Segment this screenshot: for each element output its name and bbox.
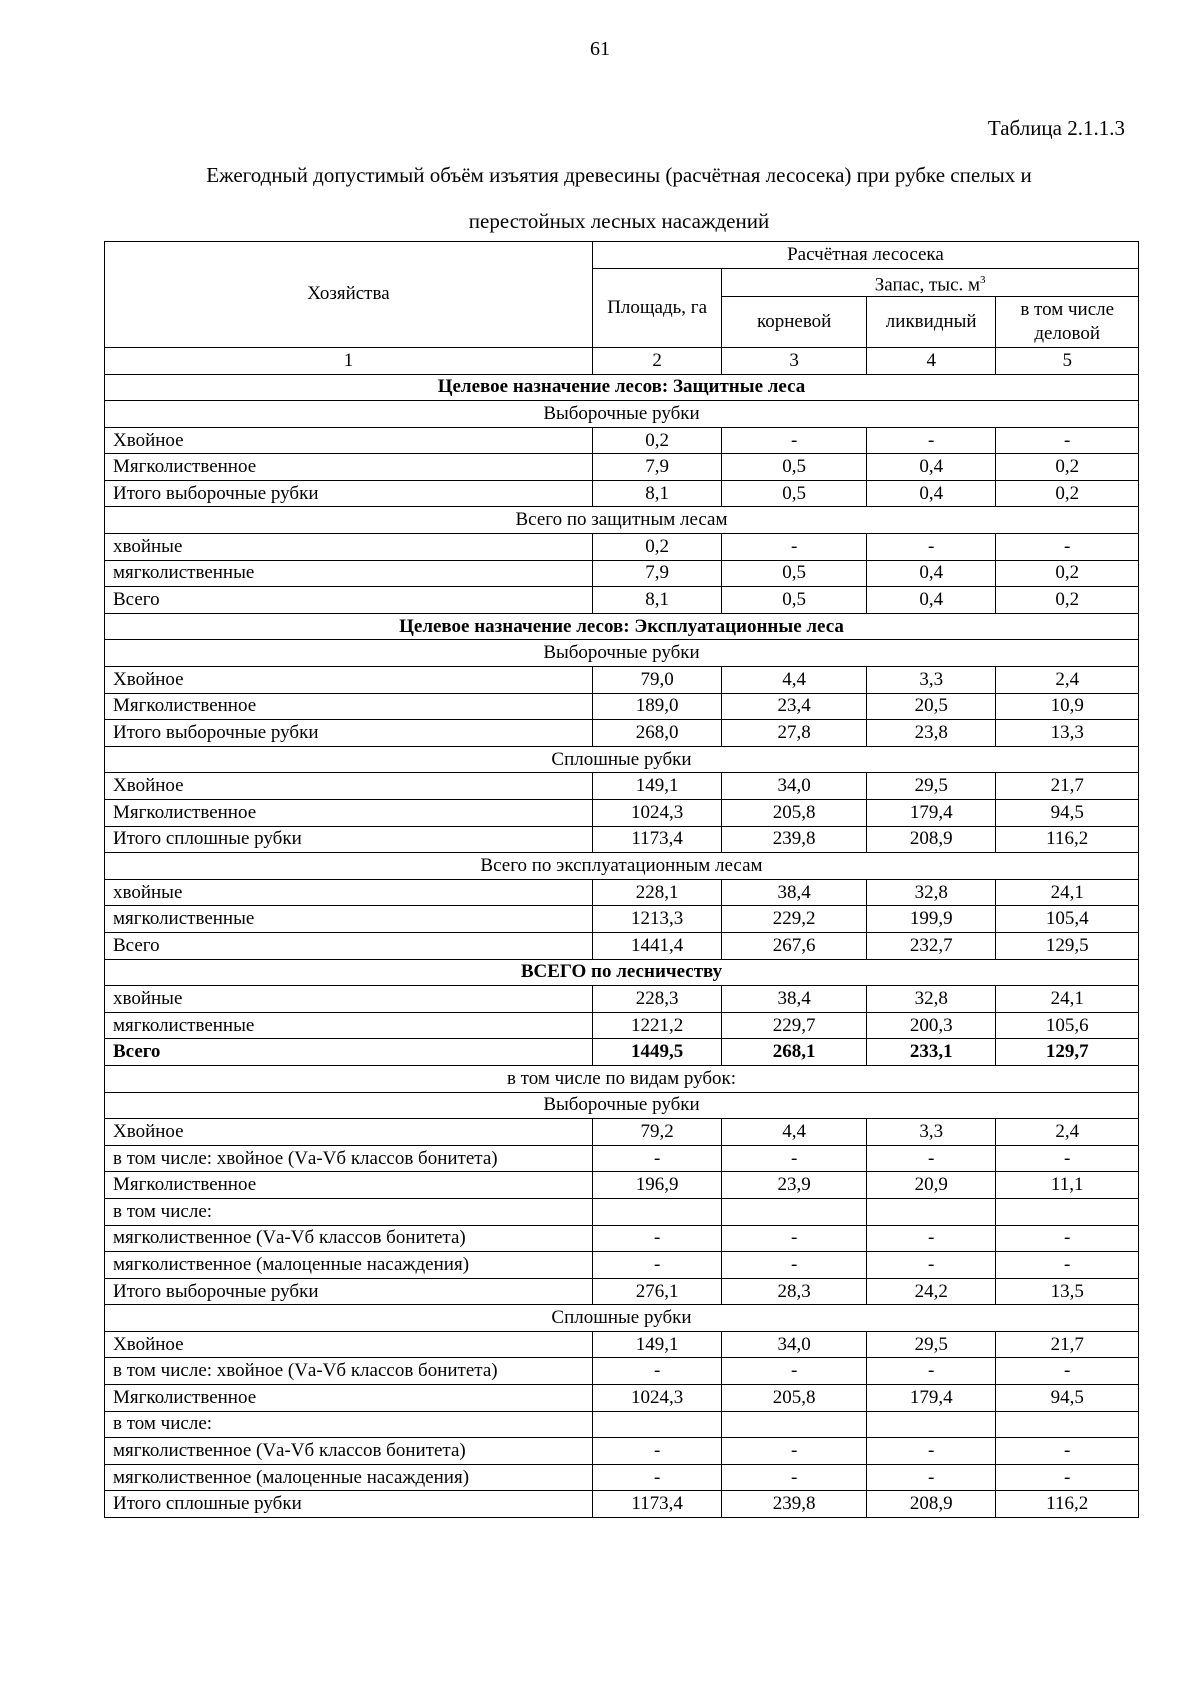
header-farms: Хозяйства [105, 242, 593, 348]
section-row [105, 374, 1139, 401]
table-cell: - [722, 1145, 867, 1172]
table-cell: 1173,4 [592, 1491, 721, 1518]
table-cell: 23,8 [867, 720, 996, 747]
row-label: мягколиственное (малоценные насаждения) [105, 1252, 593, 1279]
table-row [105, 932, 1139, 959]
table-cell: 116,2 [996, 826, 1139, 853]
table-cell: 23,9 [722, 1172, 867, 1199]
section-row [105, 401, 1139, 428]
header-area: Площадь, га [592, 268, 721, 347]
table-cell: 189,0 [592, 693, 721, 720]
table-cell: 1024,3 [592, 800, 721, 827]
row-label: Итого выборочные рубки [105, 480, 593, 507]
section-heading: ВСЕГО по лесничеству [105, 959, 1139, 986]
table-row [105, 1225, 1139, 1252]
section-heading: Выборочные рубки [105, 401, 1139, 428]
table-cell: 34,0 [722, 1331, 867, 1358]
row-label: Хвойное [105, 427, 593, 454]
table-cell [996, 1411, 1139, 1438]
section-row [105, 613, 1139, 640]
table-cell: 228,3 [592, 986, 721, 1013]
table-row [105, 773, 1139, 800]
table-cell: 0,4 [867, 454, 996, 481]
row-label: Хвойное [105, 773, 593, 800]
table-cell [592, 1411, 721, 1438]
table-cell: - [996, 1145, 1139, 1172]
column-number: 1 [105, 347, 593, 374]
table-cell: 79,0 [592, 667, 721, 694]
table-cell: 0,5 [722, 454, 867, 481]
row-label: в том числе: хвойное (Vа-Vб классов бонитета) [105, 1145, 593, 1172]
table-cell: 0,2 [996, 454, 1139, 481]
table-row [105, 1119, 1139, 1146]
table-cell: - [592, 1145, 721, 1172]
section-row [105, 1065, 1139, 1092]
table-cell: 2,4 [996, 667, 1139, 694]
table-cell: 13,5 [996, 1278, 1139, 1305]
table-cell: 149,1 [592, 1331, 721, 1358]
header-stock-sup: 3 [980, 273, 986, 286]
header-liquid: ликвидный [867, 296, 996, 347]
table-cell: - [867, 1464, 996, 1491]
table-row [105, 427, 1139, 454]
table-cell: 232,7 [867, 932, 996, 959]
table-cell: 199,9 [867, 906, 996, 933]
column-number: 2 [592, 347, 721, 374]
table-cell: - [996, 1464, 1139, 1491]
table-title [100, 152, 1138, 244]
header-stock-label: Запас, тыс. м [874, 273, 981, 295]
table-row [105, 1198, 1139, 1225]
table-cell: 0,2 [996, 587, 1139, 614]
table-cell: - [996, 427, 1139, 454]
table-cell: 32,8 [867, 879, 996, 906]
table-row [105, 879, 1139, 906]
table-cell: 1213,3 [592, 906, 721, 933]
table-cell: - [867, 1145, 996, 1172]
table-row [105, 826, 1139, 853]
table-cell: 23,4 [722, 693, 867, 720]
table-cell: 149,1 [592, 773, 721, 800]
table-cell: - [867, 1252, 996, 1279]
row-label: Мягколиственное [105, 1172, 593, 1199]
table-row [105, 800, 1139, 827]
table-row [105, 986, 1139, 1013]
table-cell: 129,7 [996, 1039, 1139, 1066]
table-cell: - [722, 427, 867, 454]
table-cell: 0,5 [722, 587, 867, 614]
table-cell: 0,2 [592, 427, 721, 454]
table-row [105, 1411, 1139, 1438]
table-row [105, 1145, 1139, 1172]
table-cell: 179,4 [867, 1385, 996, 1412]
table-number: Таблица 2.1.1.3 [987, 116, 1125, 140]
table-cell: 228,1 [592, 879, 721, 906]
table-cell: - [722, 1358, 867, 1385]
allowable-cut-table [104, 241, 1139, 1518]
table-cell: 239,8 [722, 826, 867, 853]
row-label: Мягколиственное [105, 800, 593, 827]
table-cell: - [722, 1464, 867, 1491]
table-cell: 0,4 [867, 560, 996, 587]
table-cell: 0,5 [722, 480, 867, 507]
table-cell: 24,2 [867, 1278, 996, 1305]
section-heading: Сплошные рубки [105, 746, 1139, 773]
table-cell: 21,7 [996, 773, 1139, 800]
table-row [105, 667, 1139, 694]
table-row [105, 1039, 1139, 1066]
header-stock [722, 268, 1139, 296]
table-cell: - [867, 1225, 996, 1252]
row-label: в том числе: [105, 1411, 593, 1438]
table-row [105, 1438, 1139, 1465]
table-cell: 268,1 [722, 1039, 867, 1066]
table-cell: 29,5 [867, 1331, 996, 1358]
header-root: корневой [722, 296, 867, 347]
table-cell: - [722, 1225, 867, 1252]
table-cell: 105,4 [996, 906, 1139, 933]
section-heading: Всего по защитным лесам [105, 507, 1139, 534]
table-cell: - [722, 534, 867, 561]
table-cell: - [867, 1358, 996, 1385]
section-row [105, 1305, 1139, 1332]
table-row [105, 560, 1139, 587]
table-cell: 29,5 [867, 773, 996, 800]
row-label: мягколиственные [105, 906, 593, 933]
table-cell: 32,8 [867, 986, 996, 1013]
table-cell [867, 1411, 996, 1438]
table-cell: 0,4 [867, 480, 996, 507]
row-label: мягколиственное (малоценные насаждения) [105, 1464, 593, 1491]
table-cell: - [996, 1438, 1139, 1465]
row-label: Всего [105, 932, 593, 959]
section-row [105, 853, 1139, 880]
table-title-line-1: Ежегодный допустимый объём изъятия древесины (расчётная лесосека) при рубке спелых и [206, 163, 1032, 187]
table-cell: - [996, 534, 1139, 561]
column-number: 4 [867, 347, 996, 374]
section-heading: Выборочные рубки [105, 1092, 1139, 1119]
table-cell: 27,8 [722, 720, 867, 747]
table-cell: 4,4 [722, 1119, 867, 1146]
table-cell: - [592, 1438, 721, 1465]
section-heading: Всего по эксплуатационным лесам [105, 853, 1139, 880]
section-heading: Целевое назначение лесов: Защитные леса [105, 374, 1139, 401]
table-cell: - [722, 1438, 867, 1465]
table-cell: - [592, 1252, 721, 1279]
table-cell: - [996, 1252, 1139, 1279]
table-cell: 0,4 [867, 587, 996, 614]
row-label: Мягколиственное [105, 693, 593, 720]
table-cell: 7,9 [592, 560, 721, 587]
table-title-line-2: перестойных лесных насаждений [468, 209, 770, 233]
table-cell: 233,1 [867, 1039, 996, 1066]
row-label: хвойные [105, 986, 593, 1013]
table-cell: 11,1 [996, 1172, 1139, 1199]
column-number: 5 [996, 347, 1139, 374]
table-cell: - [996, 1358, 1139, 1385]
column-number: 3 [722, 347, 867, 374]
table-header [105, 242, 1139, 375]
section-heading: Сплошные рубки [105, 1305, 1139, 1332]
table-cell: 20,5 [867, 693, 996, 720]
table-row [105, 693, 1139, 720]
table-row [105, 906, 1139, 933]
table-cell: - [867, 1438, 996, 1465]
table-cell: 10,9 [996, 693, 1139, 720]
table-row [105, 587, 1139, 614]
table-cell: 0,2 [592, 534, 721, 561]
table-cell [722, 1411, 867, 1438]
table-cell: 24,1 [996, 986, 1139, 1013]
table-cell: 28,3 [722, 1278, 867, 1305]
table-cell: 208,9 [867, 826, 996, 853]
table-cell: 8,1 [592, 587, 721, 614]
row-label: мягколиственное (Vа-Vб классов бонитета) [105, 1225, 593, 1252]
table-cell: 1221,2 [592, 1012, 721, 1039]
row-label: Хвойное [105, 1119, 593, 1146]
table-row [105, 1278, 1139, 1305]
row-label: мягколиственное (Vа-Vб классов бонитета) [105, 1438, 593, 1465]
row-label: Хвойное [105, 1331, 593, 1358]
table-cell: 94,5 [996, 800, 1139, 827]
table-row [105, 1331, 1139, 1358]
table-cell: 229,2 [722, 906, 867, 933]
table-row [105, 454, 1139, 481]
table-cell: - [592, 1225, 721, 1252]
table-cell [867, 1198, 996, 1225]
table-row [105, 534, 1139, 561]
row-label: мягколиственные [105, 560, 593, 587]
row-label: Итого сплошные рубки [105, 1491, 593, 1518]
table-cell: 3,3 [867, 667, 996, 694]
table-cell: 239,8 [722, 1491, 867, 1518]
table-cell: 105,6 [996, 1012, 1139, 1039]
table-cell: 3,3 [867, 1119, 996, 1146]
table-cell: 267,6 [722, 932, 867, 959]
table-cell: 94,5 [996, 1385, 1139, 1412]
table-row [105, 1012, 1139, 1039]
table-cell: 1441,4 [592, 932, 721, 959]
page-number: 61 [590, 38, 610, 60]
table-row [105, 1358, 1139, 1385]
table-cell: 200,3 [867, 1012, 996, 1039]
table-cell: 129,5 [996, 932, 1139, 959]
row-label: в том числе: хвойное (Vа-Vб классов бонитета) [105, 1358, 593, 1385]
table-cell: 208,9 [867, 1491, 996, 1518]
table-cell: - [996, 1225, 1139, 1252]
table-row [105, 720, 1139, 747]
table-cell: 196,9 [592, 1172, 721, 1199]
section-row [105, 1092, 1139, 1119]
section-heading: в том числе по видам рубок: [105, 1065, 1139, 1092]
row-label: Всего [105, 587, 593, 614]
table-cell: 7,9 [592, 454, 721, 481]
section-row [105, 959, 1139, 986]
table-cell: 20,9 [867, 1172, 996, 1199]
row-label: Всего [105, 1039, 593, 1066]
section-row [105, 640, 1139, 667]
table-row [105, 1252, 1139, 1279]
table-cell: 79,2 [592, 1119, 721, 1146]
section-heading: Выборочные рубки [105, 640, 1139, 667]
table-cell: 205,8 [722, 800, 867, 827]
table-cell: 276,1 [592, 1278, 721, 1305]
row-label: Итого сплошные рубки [105, 826, 593, 853]
table-cell: 24,1 [996, 879, 1139, 906]
row-label: хвойные [105, 534, 593, 561]
table-cell: 1024,3 [592, 1385, 721, 1412]
table-row [105, 1464, 1139, 1491]
row-label: хвойные [105, 879, 593, 906]
row-label: Хвойное [105, 667, 593, 694]
table-cell: 205,8 [722, 1385, 867, 1412]
table-cell [996, 1198, 1139, 1225]
table-cell: - [867, 534, 996, 561]
row-label: Мягколиственное [105, 1385, 593, 1412]
table-cell: 229,7 [722, 1012, 867, 1039]
row-label: в том числе: [105, 1198, 593, 1225]
table-cell: 38,4 [722, 879, 867, 906]
table-cell: 13,3 [996, 720, 1139, 747]
table-cell: 21,7 [996, 1331, 1139, 1358]
table-cell: 0,2 [996, 480, 1139, 507]
table-cell: 8,1 [592, 480, 721, 507]
header-business: в том числе деловой [996, 296, 1139, 347]
table-cell: 38,4 [722, 986, 867, 1013]
row-label: мягколиственные [105, 1012, 593, 1039]
table-cell: 179,4 [867, 800, 996, 827]
table-row [105, 480, 1139, 507]
table-cell: - [592, 1358, 721, 1385]
row-label: Итого выборочные рубки [105, 720, 593, 747]
table-cell: 34,0 [722, 773, 867, 800]
row-label: Мягколиственное [105, 454, 593, 481]
table-cell: - [722, 1252, 867, 1279]
table-cell: - [867, 427, 996, 454]
table-cell: 2,4 [996, 1119, 1139, 1146]
table-cell: - [592, 1464, 721, 1491]
section-row [105, 507, 1139, 534]
table-row [105, 1385, 1139, 1412]
section-row [105, 746, 1139, 773]
table-cell: 0,5 [722, 560, 867, 587]
table-cell: 0,2 [996, 560, 1139, 587]
table-row [105, 1172, 1139, 1199]
header-allowable-cut: Расчётная лесосека [592, 242, 1138, 269]
table-cell [592, 1198, 721, 1225]
row-label: Итого выборочные рубки [105, 1278, 593, 1305]
table-cell: 4,4 [722, 667, 867, 694]
table-cell: 116,2 [996, 1491, 1139, 1518]
section-heading: Целевое назначение лесов: Эксплуатационные леса [105, 613, 1139, 640]
column-numbers-row [105, 347, 1139, 374]
table-row [105, 1491, 1139, 1518]
table-body [105, 374, 1139, 1518]
table-cell: 1449,5 [592, 1039, 721, 1066]
table-cell: 268,0 [592, 720, 721, 747]
table-cell [722, 1198, 867, 1225]
table-cell: 1173,4 [592, 826, 721, 853]
